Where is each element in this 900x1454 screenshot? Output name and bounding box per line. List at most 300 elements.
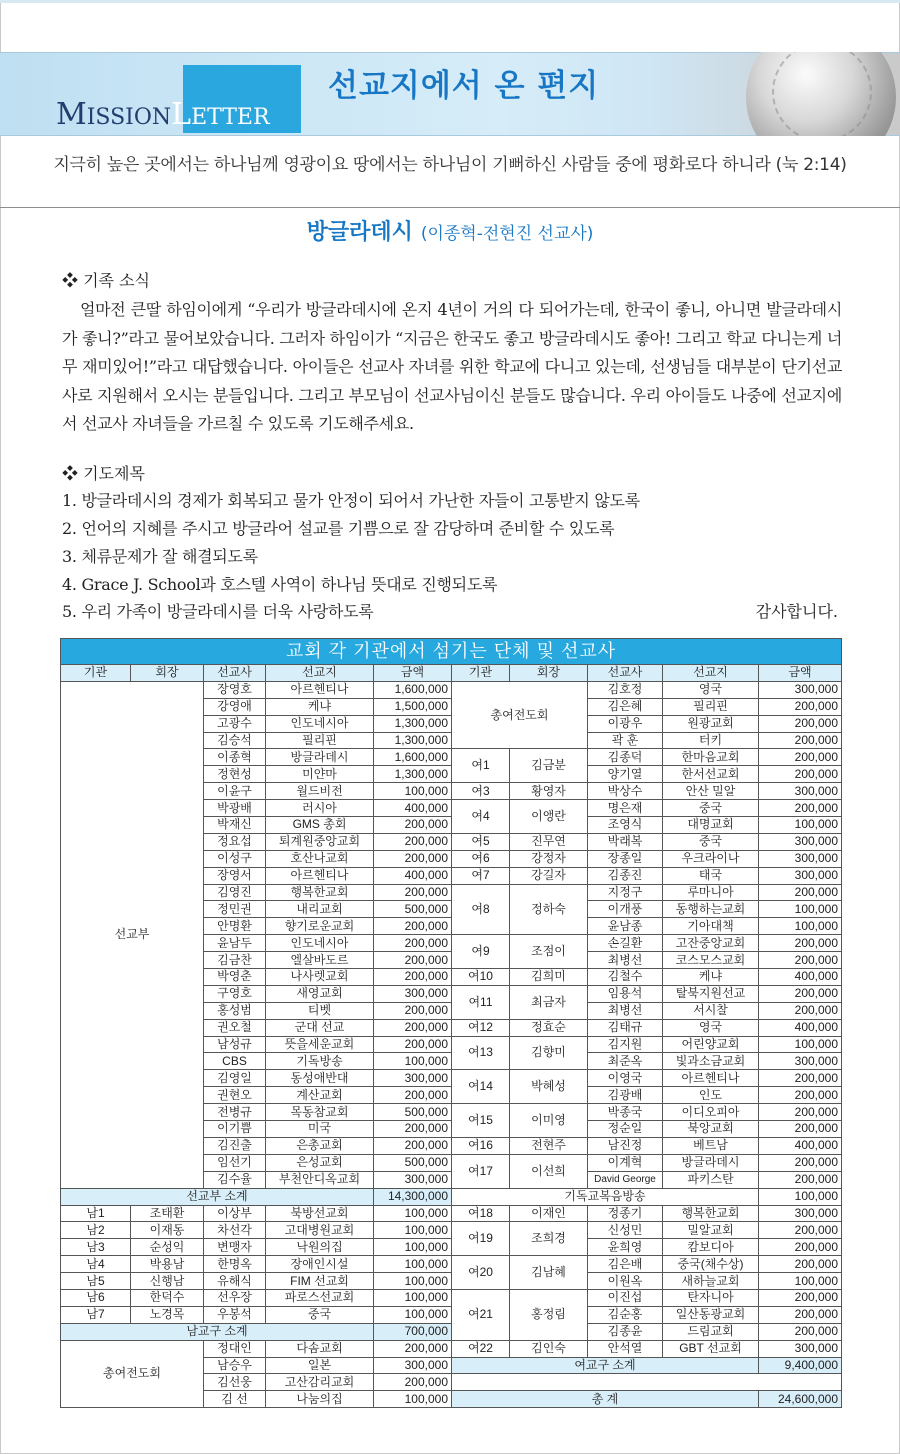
table-cell: 안석열: [588, 1340, 663, 1357]
table-cell: 200,000: [374, 833, 452, 850]
table-cell: 이진섭: [588, 1289, 663, 1306]
table-cell: 여19: [452, 1222, 510, 1256]
table-cell: 필리핀: [266, 732, 374, 749]
table-cell: CBS: [204, 1053, 266, 1070]
table-cell: 노경목: [131, 1306, 204, 1323]
table-cell: 행복한교회: [266, 884, 374, 901]
table-cell: 김승석: [204, 732, 266, 749]
table-cell: 이개풍: [588, 901, 663, 918]
table-cell: 200,000: [759, 1289, 842, 1306]
prayer-item: 5. 우리 가족이 방글라데시를 더욱 사랑하도록: [62, 602, 374, 621]
table-cell: 정순일: [588, 1121, 663, 1138]
table-cell: 200,000: [759, 985, 842, 1002]
table-cell: 한덕수: [131, 1289, 204, 1306]
table-cell: 300,000: [374, 985, 452, 1002]
table-cell: 14,300,000: [374, 1188, 452, 1205]
table-cell: 500,000: [374, 901, 452, 918]
table-cell: 200,000: [759, 1104, 842, 1121]
table-cell: GMS 총회: [266, 817, 374, 834]
table-cell: 인도: [663, 1087, 759, 1104]
table-cell: 남1: [61, 1205, 131, 1222]
table-cell: 손길환: [588, 935, 663, 952]
table-cell: 황영자: [510, 783, 588, 800]
table-cell: 400,000: [374, 800, 452, 817]
table-cell: 변맹자: [204, 1239, 266, 1256]
table-cell: 중국: [663, 800, 759, 817]
missionary-names: (이종혁-전현진 선교사): [420, 224, 594, 244]
prayer-item: 2. 언어의 지혜를 주시고 방글라어 설교를 기쁨으로 잘 감당하며 준비할 수 있도록: [62, 519, 615, 538]
table-cell: 200,000: [374, 1340, 452, 1357]
table-cell: 월드비전: [266, 783, 374, 800]
table-cell: 정종기: [588, 1205, 663, 1222]
table-cell: 200,000: [759, 1070, 842, 1087]
table-cell: 200,000: [759, 1171, 842, 1188]
table-cell: 남진정: [588, 1137, 663, 1154]
table-cell: 아르헨티나: [266, 867, 374, 884]
table-cell: 여교구 소계: [452, 1357, 759, 1374]
table-cell: 김남혜: [510, 1256, 588, 1290]
table-cell: 지정구: [588, 884, 663, 901]
table-cell: 정요섭: [204, 833, 266, 850]
table-cell: 김진출: [204, 1137, 266, 1154]
table-cell: 300,000: [374, 1171, 452, 1188]
table-row: [61, 1273, 842, 1290]
table-cell: 곽 훈: [588, 732, 663, 749]
table-cell: 정효순: [510, 1019, 588, 1036]
table-cell: 최준옥: [588, 1053, 663, 1070]
table-cell: 고잔중앙교회: [663, 935, 759, 952]
table-cell: 순성익: [131, 1239, 204, 1256]
table-cell: 낙원의집: [266, 1239, 374, 1256]
prayer-heading: ❖ 기도제목: [62, 464, 145, 483]
table-cell: 남교구 소계: [61, 1323, 374, 1340]
table-cell: 여10: [452, 969, 510, 986]
family-news-body: 얼마전 큰딸 하임이에게 “우리가 방글라데시에 온지 4년이 거의 다 되어가는데, 한국이 좋니, 아니면 발글라데시가 좋니?”라고 물어보았습니다. 그러자 하임이가 “지금은 한국도 좋고 방글라데시도 좋아! 그리고 학교 다니는게 너무 재미있어!”라고 대답했습니다. 아이들은 선교사 자녀를 위한 학교에 다니고 있는데, 선생님들 대부분이 단기선교사로 지원해서 오시는 분들입니다. 그리고 부모님이 선교사님이신 분들도 많습니다. 우리 아이들도 나중에 선교지에서 선교사 자녀들을 가르칠 수 있도록 기도해주세요.: [62, 300, 842, 434]
table-cell: 남7: [61, 1306, 131, 1323]
table-cell: 박래복: [588, 833, 663, 850]
prayer-item: 3. 체류문제가 잘 해결되도록: [62, 547, 258, 566]
table-cell: 회장: [131, 665, 204, 682]
table-cell: 100,000: [374, 783, 452, 800]
table-cell: 1,600,000: [374, 681, 452, 698]
table-cell: 200,000: [759, 884, 842, 901]
table-cell: 선교지: [266, 665, 374, 682]
table-cell: 여5: [452, 833, 510, 850]
table-cell: 장애인시설: [266, 1256, 374, 1273]
table-cell: 김향미: [510, 1036, 588, 1070]
table-cell: 어린양교회: [663, 1036, 759, 1053]
table-cell: 조태환: [131, 1205, 204, 1222]
table-cell: 200,000: [374, 952, 452, 969]
table-cell: 남4: [61, 1256, 131, 1273]
table-cell: David George: [588, 1171, 663, 1188]
table-cell: 고대병원교회: [266, 1222, 374, 1239]
table-cell: 200,000: [374, 817, 452, 834]
table-cell: 200,000: [374, 850, 452, 867]
table-cell: 100,000: [374, 1205, 452, 1222]
table-cell: 호산나교회: [266, 850, 374, 867]
table-cell: 신행남: [131, 1273, 204, 1290]
table-cell: 전현주: [510, 1137, 588, 1154]
table-cell: 선교사: [204, 665, 266, 682]
table-row: [61, 1188, 842, 1205]
table-cell: 200,000: [374, 935, 452, 952]
table-cell: 기독교복음방송: [452, 1188, 759, 1205]
globe-image: [712, 52, 900, 136]
table-cell: 한마음교회: [663, 749, 759, 766]
table-cell: 김철수: [588, 969, 663, 986]
table-cell: 홍정림: [510, 1289, 588, 1340]
table-cell: 400,000: [759, 969, 842, 986]
country-name: 방글라데시: [306, 220, 413, 245]
table-cell: 부천안디옥교회: [266, 1171, 374, 1188]
table-cell: 김순홍: [588, 1306, 663, 1323]
table-cell: 임용석: [588, 985, 663, 1002]
table-cell: 여21: [452, 1289, 510, 1340]
table-cell: 100,000: [374, 1289, 452, 1306]
table-cell: 100,000: [759, 1036, 842, 1053]
prayer-item: 4. Grace J. School과 호스텔 사역이 하나님 뜻대로 진행되도록: [62, 575, 498, 594]
table-cell: 고산감리교회: [266, 1374, 374, 1391]
table-cell: 영국: [663, 681, 759, 698]
table-cell: 이원옥: [588, 1273, 663, 1290]
table-cell: 퇴계원중앙교회: [266, 833, 374, 850]
table-cell: 김영진: [204, 884, 266, 901]
table-cell: 여15: [452, 1104, 510, 1138]
table-cell: 박혜성: [510, 1070, 588, 1104]
table-cell: 200,000: [759, 732, 842, 749]
table-cell: 군대 선교: [266, 1019, 374, 1036]
table-cell: 금액: [759, 665, 842, 682]
table-cell: 김광배: [588, 1087, 663, 1104]
table-cell: 권오철: [204, 1019, 266, 1036]
table-cell: 러시아: [266, 800, 374, 817]
prayer-item: 1. 방글라데시의 경제가 회복되고 물가 안정이 되어서 가난한 자들이 고통받지 않도록: [62, 491, 640, 510]
table-cell: 신성민: [588, 1222, 663, 1239]
table-cell: 200,000: [374, 918, 452, 935]
table-cell: 터키: [663, 732, 759, 749]
table-cell: 이광우: [588, 715, 663, 732]
table-cell: 회장: [510, 665, 588, 682]
table-cell: 미국: [266, 1121, 374, 1138]
table-cell: 인도네시아: [266, 935, 374, 952]
table-row: [61, 1289, 842, 1306]
table-cell: 홍성범: [204, 1002, 266, 1019]
table-cell: 1,300,000: [374, 732, 452, 749]
table-cell: 100,000: [759, 901, 842, 918]
table-cell: 티벳: [266, 1002, 374, 1019]
table-cell: 김인숙: [510, 1340, 588, 1357]
table-cell: 여11: [452, 985, 510, 1019]
table-cell: 코스모스교회: [663, 952, 759, 969]
table-cell: 200,000: [759, 800, 842, 817]
table-cell: 일본: [266, 1357, 374, 1374]
table-cell: 김지원: [588, 1036, 663, 1053]
table-cell: 엘살바도르: [266, 952, 374, 969]
table-cell: 안산 밀알: [663, 783, 759, 800]
table-cell: 100,000: [374, 1239, 452, 1256]
table-cell: 나눔의집: [266, 1391, 374, 1408]
table-cell: 탈북지원선교: [663, 985, 759, 1002]
table-cell: 은성교회: [266, 1154, 374, 1171]
country-heading: [0, 215, 900, 246]
table-cell: 김 선: [204, 1391, 266, 1408]
table-cell: 동행하는교회: [663, 901, 759, 918]
table-cell: 미얀마: [266, 766, 374, 783]
table-row: [61, 681, 842, 698]
table-cell: 이윤구: [204, 783, 266, 800]
table-cell: 100,000: [374, 1222, 452, 1239]
table-cell: 300,000: [759, 1340, 842, 1357]
table-cell: 여12: [452, 1019, 510, 1036]
table-cell: 한명옥: [204, 1256, 266, 1273]
table-cell: 300,000: [759, 867, 842, 884]
closing-text: 감사합니다.: [755, 602, 838, 621]
table-cell: 200,000: [759, 1222, 842, 1239]
table-cell: 새하늘교회: [663, 1273, 759, 1290]
table-cell: 남6: [61, 1289, 131, 1306]
table-cell: 방글라데시: [266, 749, 374, 766]
table-cell: 300,000: [759, 833, 842, 850]
table-cell: 빛과소금교회: [663, 1053, 759, 1070]
table-cell: 선교사: [588, 665, 663, 682]
table-cell: 선교부 소계: [61, 1188, 374, 1205]
table-cell: 400,000: [759, 1019, 842, 1036]
table-cell: 강영애: [204, 698, 266, 715]
table-cell: 캄보디아: [663, 1239, 759, 1256]
table-cell: 박종국: [588, 1104, 663, 1121]
table-cell: 100,000: [759, 1273, 842, 1290]
table-cell: 300,000: [759, 1053, 842, 1070]
table-cell: 서시찰: [663, 1002, 759, 1019]
table-cell: 김금분: [510, 749, 588, 783]
table-cell: 200,000: [759, 935, 842, 952]
table-cell: 200,000: [759, 1002, 842, 1019]
table-cell: 200,000: [374, 1019, 452, 1036]
table-cell: 여18: [452, 1205, 510, 1222]
table-cell: 200,000: [374, 1036, 452, 1053]
table-cell: 뜻을세운교회: [266, 1036, 374, 1053]
table-row: [61, 1306, 842, 1323]
table-cell: 내리교회: [266, 901, 374, 918]
table-cell: 강길자: [510, 867, 588, 884]
table-cell: 목동참교회: [266, 1104, 374, 1121]
table-cell: 김영일: [204, 1070, 266, 1087]
table-cell: 9,400,000: [759, 1357, 842, 1374]
table-cell: 파로스선교회: [266, 1289, 374, 1306]
table-cell: 200,000: [759, 1087, 842, 1104]
table-cell: 대명교회: [663, 817, 759, 834]
table-cell: 북방선교회: [266, 1205, 374, 1222]
table-cell: 300,000: [374, 1357, 452, 1374]
table-cell: 태국: [663, 867, 759, 884]
table-cell: 향기로운교회: [266, 918, 374, 935]
table-cell: 1,300,000: [374, 715, 452, 732]
page-title: 선교지에서 온 편지: [328, 68, 600, 104]
table-title: 교회 각 기관에서 섬기는 단체 및 선교사: [61, 639, 842, 665]
table-cell: 장종일: [588, 850, 663, 867]
table-cell: 여3: [452, 783, 510, 800]
table-cell: 400,000: [374, 867, 452, 884]
table-cell: 이계혁: [588, 1154, 663, 1171]
table-cell: 이재동: [131, 1222, 204, 1239]
table-cell: 선교지: [663, 665, 759, 682]
table-cell: 남3: [61, 1239, 131, 1256]
table-cell: 김종윤: [588, 1323, 663, 1340]
table-cell: 김종진: [588, 867, 663, 884]
table-cell: 윤남종: [588, 918, 663, 935]
table-cell: 기관: [452, 665, 510, 682]
table-cell: 500,000: [374, 1154, 452, 1171]
table-cell: 이영국: [588, 1070, 663, 1087]
support-table: [60, 638, 842, 1408]
table-cell: 진무연: [510, 833, 588, 850]
table-cell: 케냐: [663, 969, 759, 986]
table-cell: 구영호: [204, 985, 266, 1002]
table-cell: 기독방송: [266, 1053, 374, 1070]
table-cell: 1,600,000: [374, 749, 452, 766]
table-cell: 200,000: [759, 749, 842, 766]
table-cell: 안명환: [204, 918, 266, 935]
table-cell: 중국: [663, 833, 759, 850]
table-cell: 여7: [452, 867, 510, 884]
table-cell: 김호정: [588, 681, 663, 698]
table-cell: 여22: [452, 1340, 510, 1357]
table-cell: 100,000: [759, 918, 842, 935]
table-cell: 루마니아: [663, 884, 759, 901]
table-cell: 조희경: [510, 1222, 588, 1256]
table-cell: 권현오: [204, 1087, 266, 1104]
table-cell: 여8: [452, 884, 510, 935]
table-cell: 박재신: [204, 817, 266, 834]
table-cell: 다솜교회: [266, 1340, 374, 1357]
table-cell: 200,000: [759, 1121, 842, 1138]
table-cell: 우봉석: [204, 1306, 266, 1323]
table-cell: 정민권: [204, 901, 266, 918]
table-cell: 300,000: [759, 850, 842, 867]
table-cell: 양기열: [588, 766, 663, 783]
table-cell: 200,000: [759, 1239, 842, 1256]
table-cell: 김종덕: [588, 749, 663, 766]
table-cell: 계산교회: [266, 1087, 374, 1104]
table-cell: 베트남: [663, 1137, 759, 1154]
table-cell: 선교부: [61, 681, 204, 1188]
table-header-row: [61, 665, 842, 682]
table-cell: 200,000: [759, 698, 842, 715]
table-cell: 200,000: [374, 1087, 452, 1104]
table-cell: 이미영: [510, 1104, 588, 1138]
mission-letter-logo: MISSIONLETTER: [56, 97, 270, 132]
table-cell: 300,000: [374, 1070, 452, 1087]
table-cell: 200,000: [759, 1306, 842, 1323]
table-cell: 100,000: [374, 1391, 452, 1408]
table-cell: 여13: [452, 1036, 510, 1070]
table-row: [61, 1340, 842, 1357]
table-cell: 200,000: [759, 1256, 842, 1273]
table-cell: 여1: [452, 749, 510, 783]
table-cell: 남승우: [204, 1357, 266, 1374]
table-cell: 최병선: [588, 1002, 663, 1019]
table-cell: 동성애반대: [266, 1070, 374, 1087]
table-cell: 이앵란: [510, 800, 588, 834]
table-cell: 200,000: [374, 884, 452, 901]
table-cell: 원광교회: [663, 715, 759, 732]
table-cell: 김은혜: [588, 698, 663, 715]
table-cell: 총여전도회: [452, 681, 588, 749]
table-cell: 금액: [374, 665, 452, 682]
divider: [0, 207, 900, 208]
table-cell: 드림교회: [663, 1323, 759, 1340]
table-cell: 김금찬: [204, 952, 266, 969]
table-cell: 우크라이나: [663, 850, 759, 867]
table-cell: 장영호: [204, 681, 266, 698]
table-cell: 100,000: [759, 1188, 842, 1205]
table-cell: 이기쁨: [204, 1121, 266, 1138]
table-cell: 여17: [452, 1154, 510, 1188]
table-cell: 일산동광교회: [663, 1306, 759, 1323]
table-cell: GBT 선교회: [663, 1340, 759, 1357]
table-cell: 박영춘: [204, 969, 266, 986]
table-cell: 중국(채수상): [663, 1256, 759, 1273]
table-cell: 새영교회: [266, 985, 374, 1002]
table-cell: 200,000: [759, 1323, 842, 1340]
table-cell: 여6: [452, 850, 510, 867]
table-cell: 200,000: [374, 1137, 452, 1154]
table-cell: 이디오피아: [663, 1104, 759, 1121]
table-cell: 100,000: [374, 1306, 452, 1323]
table-cell: 나사렛교회: [266, 969, 374, 986]
table-cell: 100,000: [374, 1053, 452, 1070]
table-cell: 400,000: [759, 1137, 842, 1154]
table-cell: FIM 선교회: [266, 1273, 374, 1290]
table-row: [61, 1205, 842, 1222]
table-cell: 100,000: [759, 817, 842, 834]
table-cell: 강정자: [510, 850, 588, 867]
table-cell: 200,000: [759, 952, 842, 969]
table-cell: 아르헨티나: [663, 1070, 759, 1087]
table-cell: 행복한교회: [663, 1205, 759, 1222]
table-cell: 조점이: [510, 935, 588, 969]
table-cell: 이성구: [204, 850, 266, 867]
table-cell: [452, 1374, 842, 1391]
table-cell: 김은배: [588, 1256, 663, 1273]
table-cell: 500,000: [374, 1104, 452, 1121]
table-cell: 박광배: [204, 800, 266, 817]
table-cell: 700,000: [374, 1323, 452, 1340]
table-cell: 윤희영: [588, 1239, 663, 1256]
table-cell: 장영서: [204, 867, 266, 884]
table-cell: 인도네시아: [266, 715, 374, 732]
table-cell: 한서선교회: [663, 766, 759, 783]
table-cell: 밀알교회: [663, 1222, 759, 1239]
table-cell: 24,600,000: [759, 1391, 842, 1408]
table-cell: 북앙교회: [663, 1121, 759, 1138]
table-cell: 윤남두: [204, 935, 266, 952]
table-cell: 중국: [266, 1306, 374, 1323]
table-cell: 여16: [452, 1137, 510, 1154]
table-cell: 200,000: [374, 1002, 452, 1019]
table-row: [61, 1222, 842, 1239]
table-cell: 남5: [61, 1273, 131, 1290]
bible-verse: 지극히 높은 곳에서는 하나님께 영광이요 땅에서는 하나님이 기뻐하신 사람들 중에 평화로다 하니라 (눅 2:14): [53, 155, 847, 175]
table-cell: 100,000: [374, 1273, 452, 1290]
table-cell: 정현성: [204, 766, 266, 783]
table-cell: 총 계: [452, 1391, 759, 1408]
table-cell: 차선각: [204, 1222, 266, 1239]
table-cell: 300,000: [759, 783, 842, 800]
table-cell: 남성규: [204, 1036, 266, 1053]
table-cell: 여4: [452, 800, 510, 834]
